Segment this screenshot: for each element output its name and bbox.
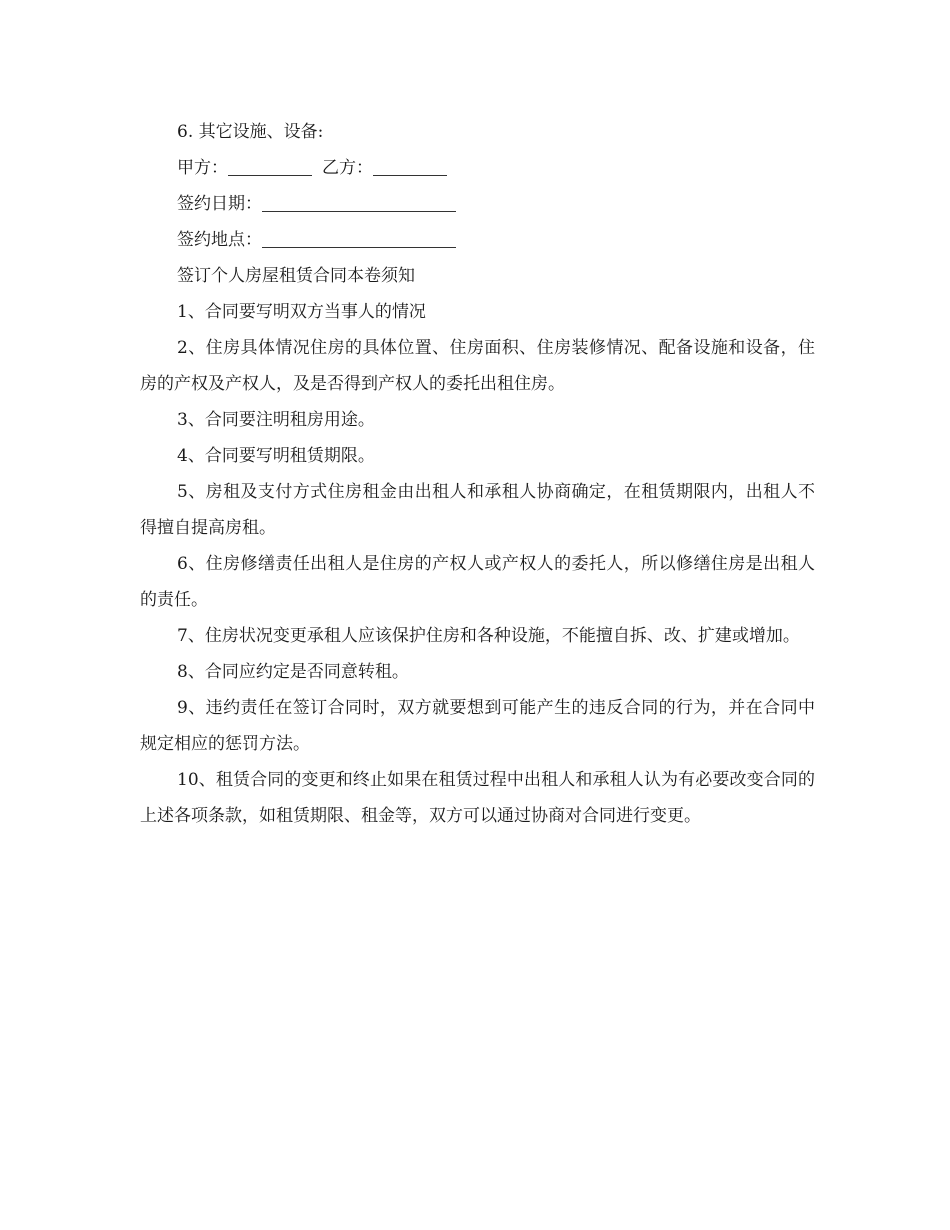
party-b-blank [373, 153, 447, 176]
notice-point-10: 10、租赁合同的变更和终止如果在租赁过程中出租人和承租人认为有必要改变合同的上述各项条款，如租赁期限、租金等，双方可以通过协商对合同进行变更。 [140, 770, 815, 826]
party-signature-line [140, 150, 815, 186]
notice-point-6: 6、住房修缮责任出租人是住房的产权人或产权人的委托人，所以修缮住房是出租人的责任。 [140, 554, 815, 610]
party-a-blank [228, 153, 312, 176]
sign-place-blank [262, 225, 456, 248]
sign-date-line [140, 186, 815, 222]
sign-date-label: 签约日期： [177, 194, 262, 214]
sign-date-blank [262, 189, 456, 212]
notice-point-4: 4、合同要写明租赁期限。 [177, 446, 375, 466]
notice-point-1: 1、合同要写明双方当事人的情况 [177, 302, 426, 322]
notice-title: 签订个人房屋租赁合同本卷须知 [177, 266, 415, 286]
sign-place-label: 签约地点： [177, 230, 262, 250]
notice-point-9: 9、违约责任在签订合同时，双方就要想到可能产生的违反合同的行为，并在合同中规定相应的惩罚方法。 [140, 698, 815, 754]
sign-place-line [140, 222, 815, 258]
document-body [140, 114, 815, 834]
party-a-label: 甲方： [177, 158, 228, 178]
notice-point-5: 5、房租及支付方式住房租金由出租人和承租人协商确定，在租赁期限内，出租人不得擅自提高房租。 [140, 482, 815, 538]
facilities-heading: 6. 其它设施、设备: [177, 122, 324, 142]
notice-point-7: 7、住房状况变更承租人应该保护住房和各种设施，不能擅自拆、改、扩建或增加。 [177, 626, 800, 646]
notice-point-8: 8、合同应约定是否同意转租。 [177, 662, 409, 682]
notice-point-3: 3、合同要注明租房用途。 [177, 410, 375, 430]
party-b-label: 乙方： [322, 158, 373, 178]
notice-point-2: 2、住房具体情况住房的具体位置、住房面积、住房装修情况、配备设施和设备，住房的产权及产权人，及是否得到产权人的委托出租住房。 [140, 338, 815, 394]
